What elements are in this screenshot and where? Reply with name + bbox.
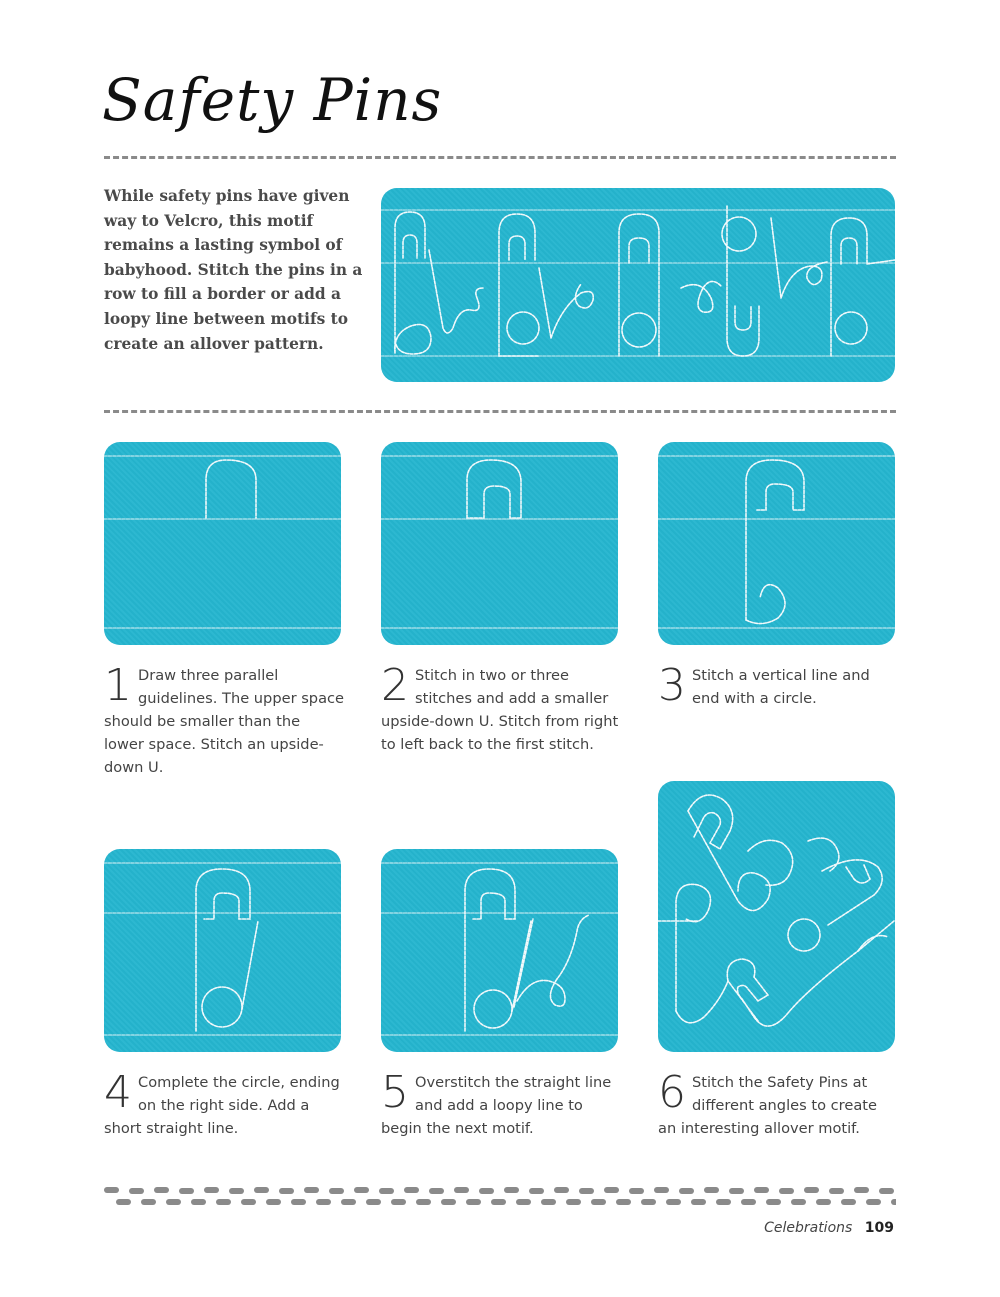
stitch-dash [741, 1199, 756, 1205]
step-6-image [658, 781, 895, 1052]
stitch-dash [579, 1188, 594, 1194]
stitch-dash [116, 1199, 131, 1205]
stitch-dash [504, 1187, 519, 1193]
stitch-dash [379, 1188, 394, 1194]
step-2-image [381, 442, 618, 645]
stitch-dash [641, 1199, 656, 1205]
footer-section: Celebrations [764, 1220, 853, 1236]
stitch-dash [366, 1199, 381, 1205]
stitch-dash [254, 1187, 269, 1193]
step-2 [381, 660, 621, 756]
stitch-dash [616, 1199, 631, 1205]
stitch-dash [529, 1188, 544, 1194]
step-3-number: 3 [658, 660, 686, 711]
stitch-dash [566, 1199, 581, 1205]
stitch-dash [591, 1199, 606, 1205]
stitch-dash [316, 1199, 331, 1205]
step-3-image [658, 442, 895, 645]
stitch-dash [341, 1199, 356, 1205]
step-5-text: Overstitch the straight line and add a loopy line to begin the next motif. [381, 1074, 612, 1137]
step-5-number: 5 [381, 1067, 409, 1118]
stitch-dash [391, 1199, 406, 1205]
step-5 [381, 1067, 621, 1140]
stitch-dash [354, 1187, 369, 1193]
step-6-text: Stitch the Safety Pins at different angles to create an interesting allover motif. [658, 1074, 877, 1137]
stitch-dash [679, 1188, 694, 1194]
stitch-border-decoration [104, 1183, 896, 1209]
stitch-dash [291, 1199, 306, 1205]
stitch-dash [466, 1199, 481, 1205]
step-6-stitch-icon [658, 781, 895, 1052]
stitch-dash [491, 1199, 506, 1205]
page-title: Safety Pins [102, 66, 443, 134]
stitch-dash [879, 1188, 894, 1194]
stitch-dash [854, 1187, 869, 1193]
step-5-image [381, 849, 618, 1052]
page-footer [764, 1220, 894, 1236]
stitch-dash [754, 1187, 769, 1193]
step-1-stitch-icon [104, 442, 341, 645]
stitch-dash [229, 1188, 244, 1194]
stitch-dash [829, 1188, 844, 1194]
step-4-image [104, 849, 341, 1052]
stitch-dash [204, 1187, 219, 1193]
stitch-dash [866, 1199, 881, 1205]
step-2-number: 2 [381, 660, 409, 711]
stitch-dash [666, 1199, 681, 1205]
step-4 [104, 1067, 344, 1140]
stitch-dash [791, 1199, 806, 1205]
middle-divider [104, 410, 896, 413]
stitch-dash [479, 1188, 494, 1194]
stitch-dash [416, 1199, 431, 1205]
stitch-dash [429, 1188, 444, 1194]
stitch-dash [691, 1199, 706, 1205]
hero-safety-pins-icon [381, 188, 895, 382]
stitch-dash [704, 1187, 719, 1193]
stitch-dash [329, 1188, 344, 1194]
stitch-dash [141, 1199, 156, 1205]
stitch-dash [816, 1199, 831, 1205]
stitch-dash [891, 1199, 896, 1205]
stitch-dash [779, 1188, 794, 1194]
step-6-number: 6 [658, 1067, 686, 1118]
hero-stitch-image [381, 188, 895, 382]
stitch-dash [541, 1199, 556, 1205]
page-number: 109 [864, 1220, 894, 1236]
stitch-dash [266, 1199, 281, 1205]
stitch-dash [129, 1188, 144, 1194]
stitch-dash [441, 1199, 456, 1205]
step-4-number: 4 [104, 1067, 132, 1118]
stitch-dash [554, 1187, 569, 1193]
step-3 [658, 660, 898, 711]
step-3-stitch-icon [658, 442, 895, 645]
step-3-text: Stitch a vertical line and end with a circle. [692, 667, 870, 707]
stitch-dash [766, 1199, 781, 1205]
stitch-dash [279, 1188, 294, 1194]
stitch-dash [216, 1199, 231, 1205]
stitch-dash [654, 1187, 669, 1193]
step-1 [104, 660, 345, 779]
step-1-number: 1 [104, 660, 132, 711]
step-4-stitch-icon [104, 849, 341, 1052]
stitch-dash [716, 1199, 731, 1205]
stitch-dash [166, 1199, 181, 1205]
step-5-stitch-icon [381, 849, 618, 1052]
stitch-dash [841, 1199, 856, 1205]
stitch-dash [604, 1187, 619, 1193]
stitch-dash [629, 1188, 644, 1194]
stitch-dash [729, 1188, 744, 1194]
stitch-dash [104, 1187, 119, 1193]
stitch-dash [454, 1187, 469, 1193]
stitch-dash [404, 1187, 419, 1193]
step-4-text: Complete the circle, ending on the right side. Add a short straight line. [104, 1074, 340, 1137]
step-2-stitch-icon [381, 442, 618, 645]
step-6 [658, 1067, 898, 1140]
step-2-text: Stitch in two or three stitches and add a smaller upside-down U. Stitch from right to left back to the first stitch. [381, 667, 619, 753]
stitch-dash [304, 1187, 319, 1193]
stitch-dash [516, 1199, 531, 1205]
stitch-dash [241, 1199, 256, 1205]
intro-text: While safety pins have given way to Velcro, this motif remains a lasting symbol of babyhood. Stitch the pins in a row to fill a border or add a loopy line between motifs to create an allover pattern. [104, 187, 363, 353]
stitch-dash [804, 1187, 819, 1193]
step-1-image [104, 442, 341, 645]
stitch-dash [191, 1199, 206, 1205]
stitch-dash [179, 1188, 194, 1194]
step-1-text: Draw three parallel guidelines. The upper space should be smaller than the lower space. Stitch an upside-down U. [104, 667, 345, 776]
stitch-dash [154, 1187, 169, 1193]
top-divider [104, 156, 896, 159]
